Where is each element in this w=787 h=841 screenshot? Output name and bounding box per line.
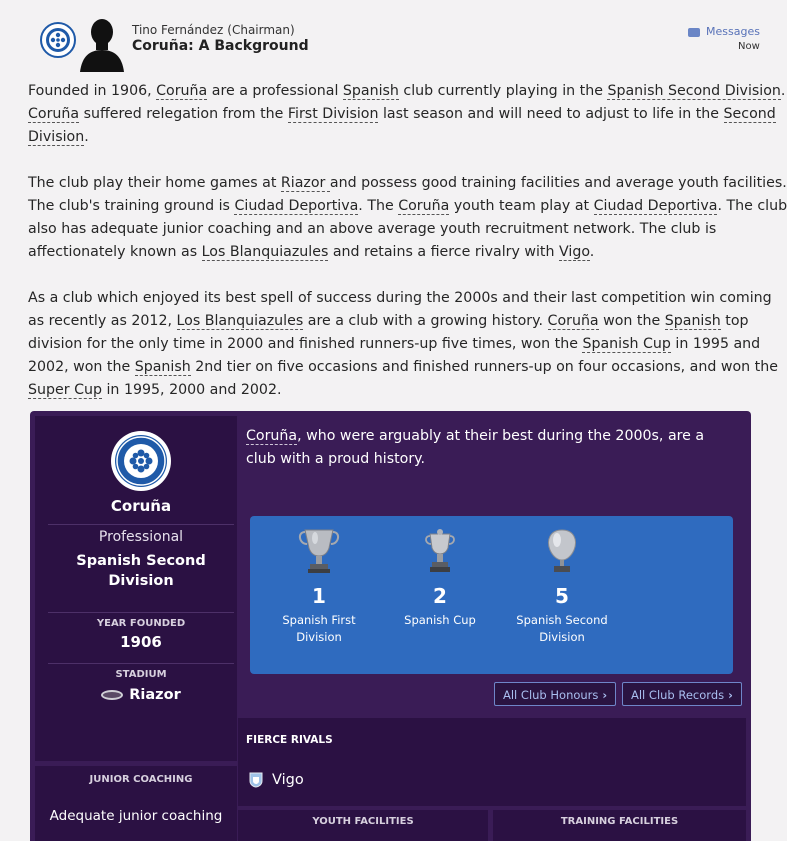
rival-item[interactable] xyxy=(248,772,304,788)
paragraph-founding: Founded in 1906, Coruña are a professional Spanish club currently playing in the Spanish Second Division. Coruña suffered relegation from the First Division last season and will need to adjust to life in the Second Division. xyxy=(28,83,786,145)
year-founded-label: YEAR FOUNDED xyxy=(96,618,186,629)
club-crest-icon[interactable] xyxy=(110,430,172,492)
inline-link[interactable]: Coruña xyxy=(28,106,80,122)
chevron-right-icon: › xyxy=(602,688,608,702)
junior-coaching-label: JUNIOR COACHING xyxy=(89,774,193,785)
all-club-records-button[interactable] xyxy=(622,682,742,706)
paragraph-ground: The club play their home games at Riazor and possess good training facilities and average youth facilities. The club's training ground is Ciudad Deportiva. The Coruña youth team play at Ciudad Deportiva. The club also has adequate junior coaching and an above average youth recruitment network. The club is affectionately known as Los Blanquiazules and retains a fierce rivalry with Vigo. xyxy=(28,175,787,260)
honours-summary xyxy=(250,516,733,674)
club-overview-panel xyxy=(30,411,751,841)
chairman-silhouette-icon[interactable] xyxy=(78,12,126,72)
inline-link[interactable]: Riazor xyxy=(280,175,330,191)
stadium-label: STADIUM xyxy=(115,669,167,680)
chevron-right-icon: › xyxy=(728,688,733,702)
message-header xyxy=(0,0,760,72)
club-crest-icon[interactable] xyxy=(40,22,76,58)
inline-link[interactable]: Second xyxy=(723,106,776,122)
inline-link[interactable]: Spanish xyxy=(134,359,191,375)
training-facilities-label: TRAINING FACILITIES xyxy=(560,816,679,827)
all-club-honours-label: All Club Honours xyxy=(503,688,599,702)
fierce-rivals-label: FIERCE RIVALS xyxy=(246,734,333,746)
divider xyxy=(48,524,234,525)
inline-link[interactable]: Spanish xyxy=(664,313,721,329)
divider xyxy=(48,663,234,664)
inline-link[interactable]: Spanish Second Division xyxy=(607,83,781,99)
second-division-trophy-icon xyxy=(540,526,584,574)
inline-link[interactable]: Division xyxy=(28,129,85,145)
message-body xyxy=(28,80,787,425)
inline-link[interactable]: First Division xyxy=(287,106,379,122)
club-profile-card xyxy=(35,416,237,761)
honour-count: 1 xyxy=(312,584,326,608)
stadium-value[interactable] xyxy=(35,687,247,703)
junior-coaching-value: Adequate junior coaching xyxy=(49,808,223,824)
honour-spanish-first-division[interactable] xyxy=(259,526,379,646)
inline-link[interactable]: Spanish Cup xyxy=(582,336,671,352)
message-icon xyxy=(688,28,700,37)
club-name: Coruña xyxy=(110,497,172,515)
inline-link[interactable]: Los Blanquiazules xyxy=(201,244,329,260)
stadium-icon xyxy=(101,690,123,700)
inline-link[interactable]: Spanish xyxy=(342,83,399,99)
all-club-records-label: All Club Records xyxy=(631,688,725,702)
inline-link[interactable]: Ciudad Deportiva xyxy=(234,198,359,214)
sender-role: (Chairman) xyxy=(227,23,295,37)
junior-coaching-card xyxy=(35,766,237,841)
fierce-rivals-card xyxy=(238,718,746,806)
honour-count: 5 xyxy=(555,584,569,608)
honour-count: 2 xyxy=(433,584,447,608)
club-blurb xyxy=(246,425,736,471)
honour-name: Spanish Second Division xyxy=(516,613,608,644)
rival-name[interactable]: Vigo xyxy=(272,772,304,788)
inline-link[interactable]: Super Cup xyxy=(28,382,102,398)
year-founded-value: 1906 xyxy=(120,633,162,651)
message-time: Now xyxy=(738,41,760,52)
youth-facilities-label: YOUTH FACILITIES xyxy=(312,816,414,827)
messages-link[interactable]: Messages xyxy=(706,25,760,38)
inline-link[interactable]: Vigo xyxy=(558,244,590,260)
sender-name[interactable]: Tino Fernández xyxy=(132,23,224,37)
divider xyxy=(48,612,234,613)
club-division[interactable]: Spanish Second Division xyxy=(76,553,206,589)
inline-link[interactable]: Coruña xyxy=(398,198,450,214)
inline-link[interactable]: Coruña xyxy=(547,313,599,329)
cup-trophy-icon xyxy=(418,526,462,574)
rival-crest-icon xyxy=(248,772,264,788)
stadium-name[interactable]: Riazor xyxy=(129,687,181,703)
league-trophy-icon xyxy=(297,526,341,574)
sender-line xyxy=(132,23,295,37)
club-link[interactable]: Coruña xyxy=(246,428,298,444)
inline-link[interactable]: Ciudad Deportiva xyxy=(593,198,718,214)
blurb-text: , who were arguably at their best during the 2000s, are a club with a proud history. xyxy=(246,428,705,467)
honour-spanish-second-division[interactable] xyxy=(502,526,622,646)
paragraph-history: As a club which enjoyed its best spell of success during the 2000s and their last competition win coming as recently as 2012, Los Blanquiazules are a club with a growing history. Coruña won the Spanish top division for the only time in 2000 and finished runners-up five times, won the Spanish Cup in 1995 and 2002, won the Spanish 2nd tier on five occasions and finished runners-up on four occasions, and won the Super Cup in 1995, 2000 and 2002. xyxy=(28,290,778,398)
all-club-honours-button[interactable] xyxy=(494,682,616,706)
training-facilities-card xyxy=(493,810,746,841)
youth-facilities-card xyxy=(238,810,488,841)
club-status: Professional xyxy=(98,529,184,545)
honour-name: Spanish First Division xyxy=(282,613,356,644)
inline-link[interactable]: Los Blanquiazules xyxy=(176,313,304,329)
honour-spanish-cup[interactable] xyxy=(380,526,500,629)
message-subject: Coruña: A Background xyxy=(132,38,309,54)
honour-name: Spanish Cup xyxy=(404,613,476,627)
inline-link[interactable]: Coruña xyxy=(156,83,208,99)
